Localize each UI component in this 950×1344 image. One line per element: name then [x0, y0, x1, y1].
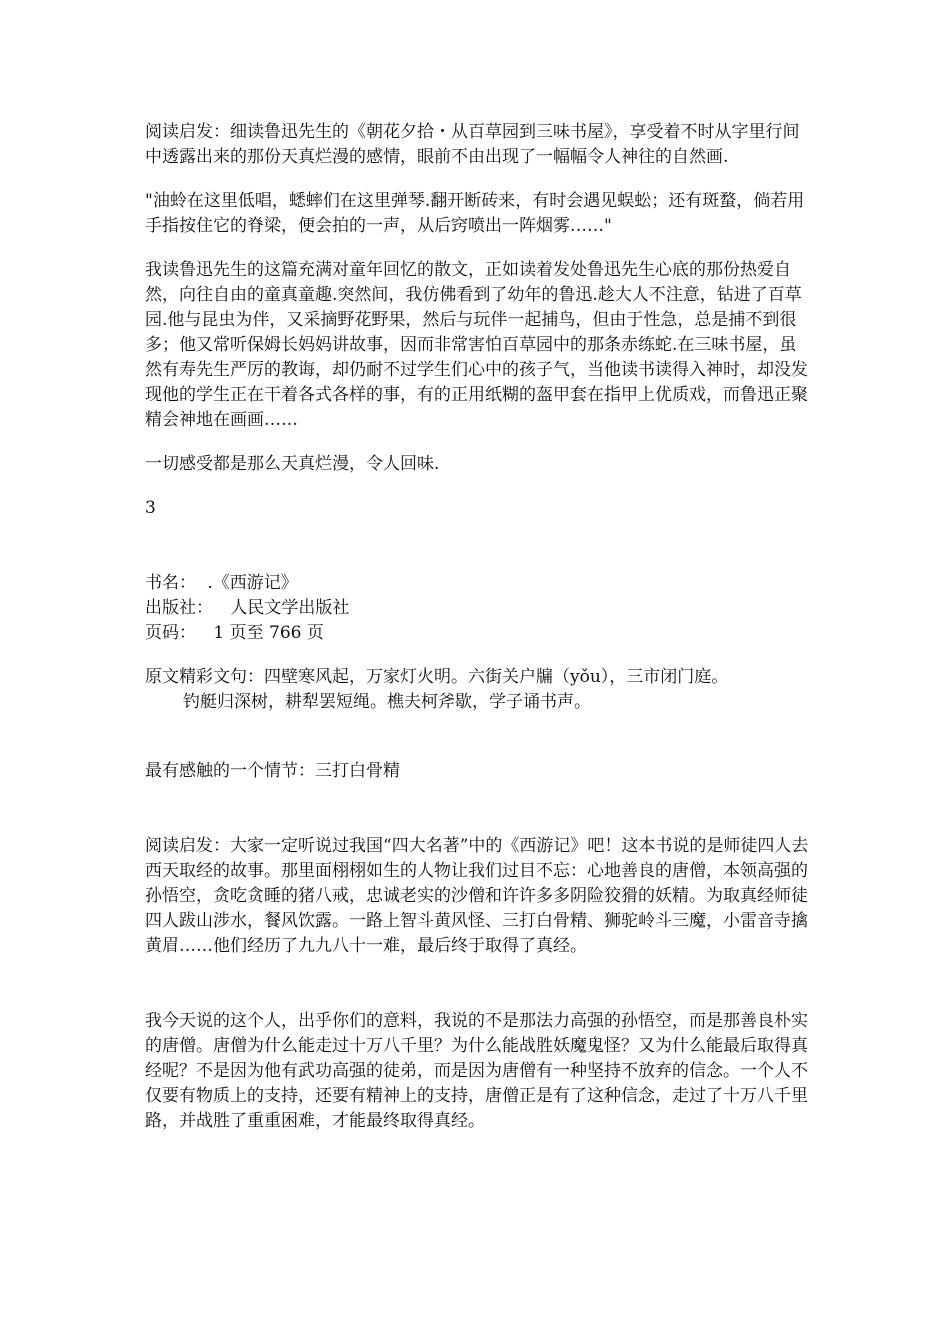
excerpt-block	[145, 665, 810, 715]
book-publisher-value: 人民文学出版社	[230, 598, 350, 618]
excerpt-line-1: 原文精彩文句：四壁寒风起，万家灯火明。六街关户牖（yǒu），三市闭门庭。	[145, 667, 729, 687]
inspiration-paragraph: 阅读启发：大家一定听说过我国“四大名著”中的《西游记》吧！这本书说的是师徒四人去西天取经的故事。那里面栩栩如生的人物让我们过目不忘：心地善良的唐僧，本领高强的孙悟空，贪吃贪睡的猪八戒，忠诚老实的沙僧和许许多多阴险狡猾的妖精。为取真经师徒四人跋山涉水，餐风饮露。一路上智斗黄风怪、三打白骨精、狮驼岭斗三魔，小雷音寺擒黄眉……他们经历了九九八十一难，最后终于取得了真经。	[145, 836, 809, 956]
book-publisher-label: 出版社：	[145, 598, 213, 618]
book-pages-label: 页码：	[145, 623, 196, 643]
favorite-plot: 最有感触的一个情节：三打白骨精	[145, 761, 400, 781]
book-pages-line	[145, 621, 810, 646]
book-title-line	[145, 571, 810, 596]
book-pages-value: 1 页至 766 页	[213, 623, 324, 643]
intro-paragraph: 阅读启发：细读鲁迅先生的《朝花夕拾・从百草园到三味书屋》，享受着不时从字里行间中透露出来的那份天真烂漫的感情，眼前不由出现了一幅幅令人神往的自然画.	[145, 122, 800, 167]
book-title-label: 书名：	[145, 573, 196, 593]
book-info	[145, 571, 810, 646]
excerpt-line-2: 钓艇归深树，耕犁罢短绳。樵夫柯斧歇，学子诵书声。	[183, 692, 591, 712]
book-publisher-line	[145, 596, 810, 621]
section-number: 3	[145, 498, 156, 518]
body-paragraph: 我读鲁迅先生的这篇充满对童年回忆的散文，正如读着发处鲁迅先生心底的那份热爱自然，向往自由的童真童趣.突然间，我仿佛看到了幼年的鲁迅.趁大人不注意，钻进了百草园.他与昆虫为伴，又采摘野花野果，然后与玩伴一起捕鸟，但由于性急，总是捕不到很多；他又常听保姆长妈妈讲故事，因而非常害怕百草园中的那条赤练蛇.在三味书屋，虽然有寿先生严厉的教诲，却仍耐不过学生们心中的孩子气，当他读书读得入神时，却没发现他的学生正在干着各式各样的事，有的正用纸糊的盔甲套在指甲上优质戏，而鲁迅正聚精会神地在画画……	[145, 260, 808, 430]
reflection-paragraph: 我今天说的这个人，出乎你们的意料，我说的不是那法力高强的孙悟空，而是那善良朴实的唐僧。唐僧为什么能走过十万八千里？为什么能战胜妖魔鬼怪？又为什么能最后取得真经呢？不是因为他有武功高强的徒弟，而是因为唐僧有一种坚持不放弃的信念。一个人不仅要有物质上的支持，还要有精神上的支持，唐僧正是有了这种信念，走过了十万八千里路，并战胜了重重困难，才能最终取得真经。	[145, 1011, 808, 1131]
book-title-value: .《西游记》	[207, 573, 298, 593]
conclusion-paragraph: 一切感受都是那么天真烂漫，令人回味.	[145, 454, 440, 474]
quote-paragraph: "油蛉在这里低唱，蟋蟀们在这里弹琴.翻开断砖来，有时会遇见蜈蚣；还有斑蝥，倘若用手指按住它的脊梁，便会拍的一声，从后窍喷出一阵烟雾……"	[145, 191, 805, 236]
document-page	[145, 120, 810, 1134]
